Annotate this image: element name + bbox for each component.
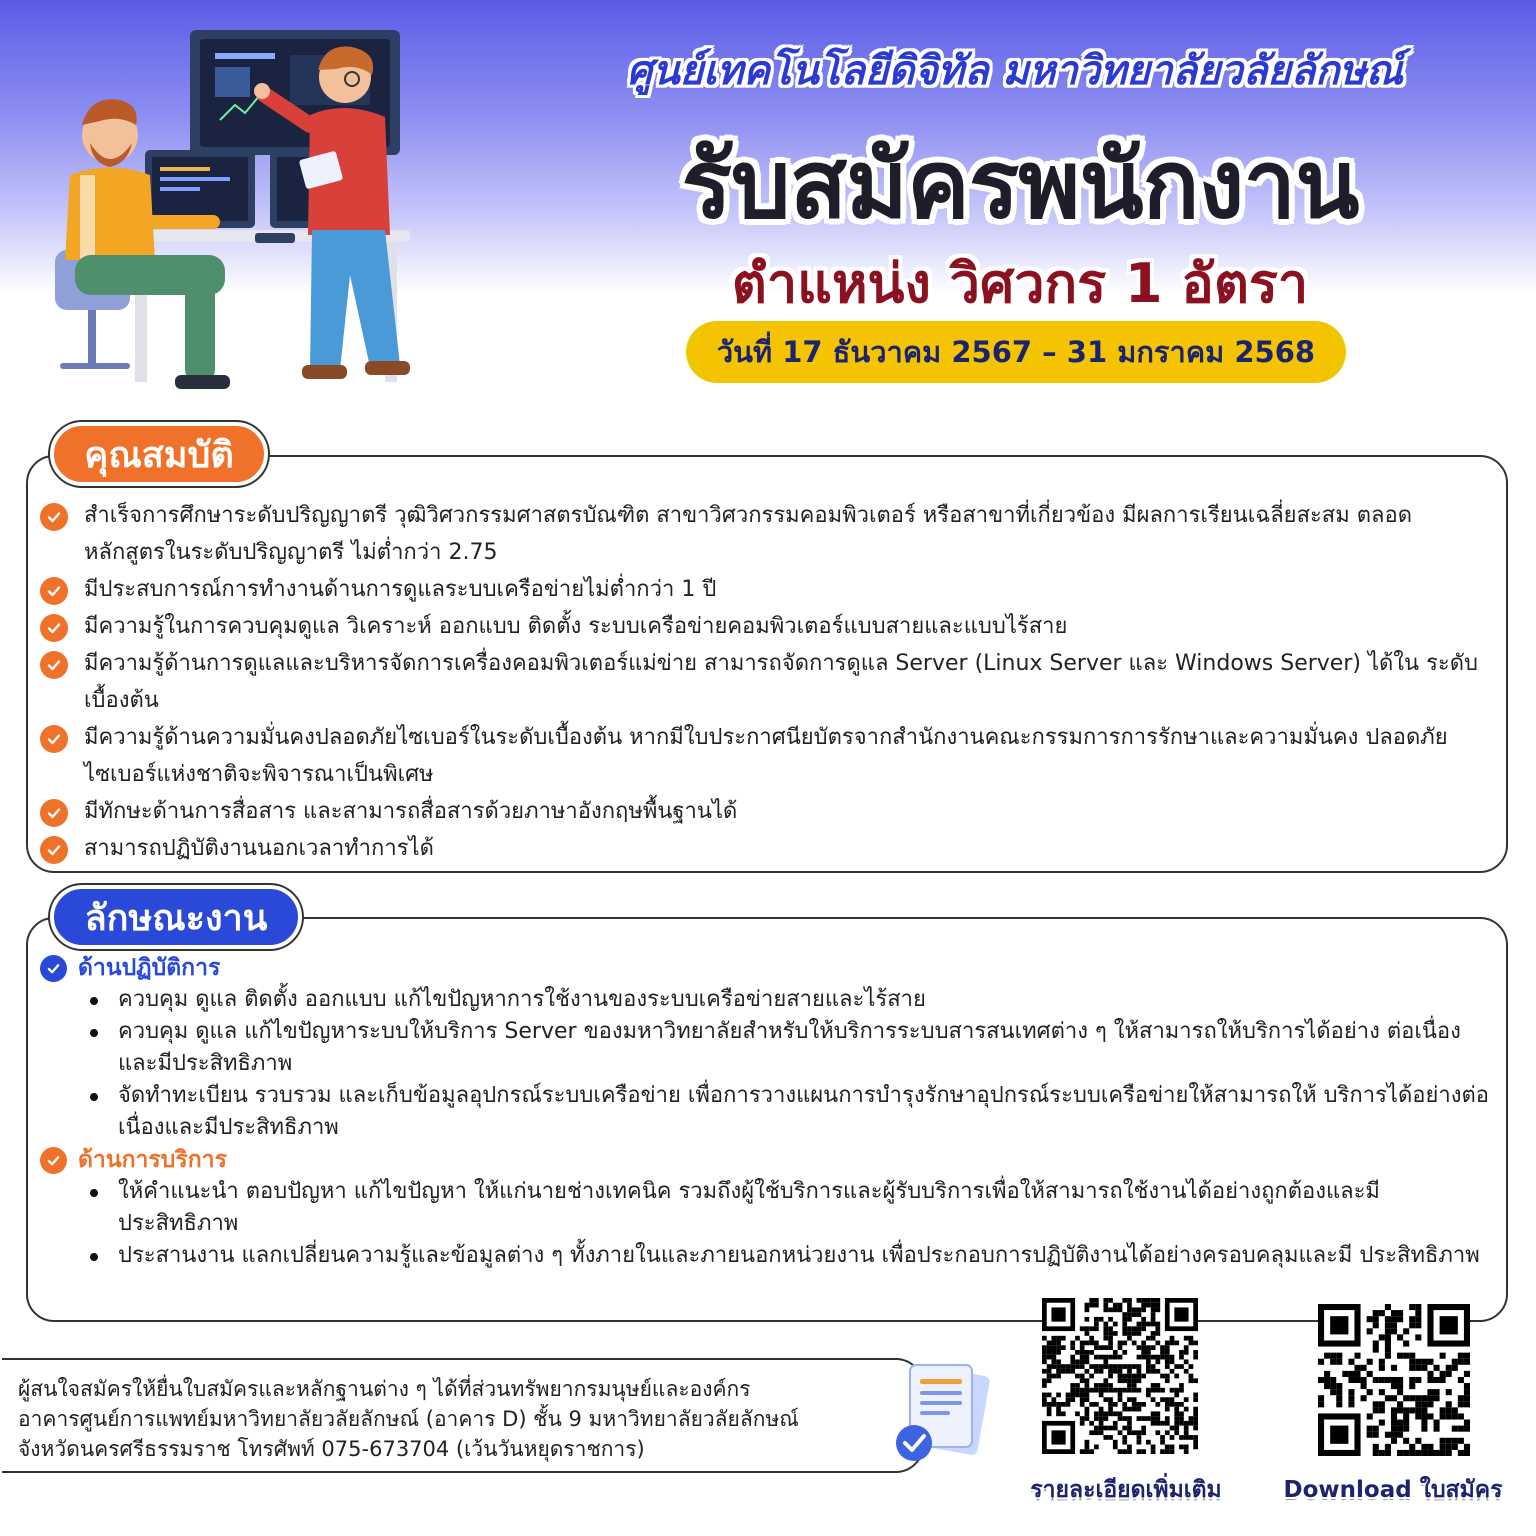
date-range-badge — [686, 321, 1346, 383]
qualification-text: มีประสบการณ์การทำงานด้านการดูแลระบบเครือข่ายไม่ต่ำกว่า 1 ปี — [84, 577, 717, 602]
qualification-text: มีความรู้ด้านความมั่นคงปลอดภัยไซเบอร์ในระดับเบื้องต้น หากมีใบประกาศนียบัตรจากสำนักงานคณะกรรมการการรักษาและความมั่นคง ปลอดภัยไซเบอร์แห่งชาติจะพิจารณาเป็นพิเศษ — [84, 725, 1448, 787]
qualifications-list — [40, 497, 1490, 867]
qualification-text: มีทักษะด้านการสื่อสาร และสามารถสื่อสารด้วยภาษาอังกฤษพื้นฐานได้ — [84, 799, 738, 824]
check-circle-icon — [40, 1147, 67, 1174]
operations-list — [90, 984, 1490, 1144]
operations-heading — [40, 952, 1490, 984]
service-heading — [40, 1144, 1490, 1176]
workstation-illustration — [40, 25, 510, 400]
position-title: ตำแหน่ง วิศวกร 1 อัตรา — [731, 252, 1309, 315]
job-description-heading: ลักษณะงาน — [50, 885, 302, 949]
qualification-text: สำเร็จการศึกษาระดับปริญญาตรี วุฒิวิศวกรรมศาสตรบัณฑิต สาขาวิศวกรรมคอมพิวเตอร์ หรือสาขาที่เกี่ยวข้อง มีผลการเรียนเฉลี่ยสะสม ตลอดหลักสูตรในระดับปริญญาตรี ไม่ต่ำกว่า 2.75 — [84, 503, 1413, 565]
operations-title: ด้านปฏิบัติการ — [78, 955, 221, 981]
org-name: ศูนย์เทคโนโลยีดิจิทัล มหาวิทยาลัยวลัยลักษณ์ — [627, 48, 1403, 94]
list-item: ประสานงาน แลกเปลี่ยนความรู้และข้อมูลต่าง ๆ ทั้งภายในและภายนอกหน่วยงาน เพื่อประกอบการปฏิบัติงานได้อย่างครอบคลุมและมี ประสิทธิภาพ — [90, 1240, 1490, 1272]
list-item: ควบคุม ดูแล ติดตั้ง ออกแบบ แก้ไขปัญหาการใช้งานของระบบเครือข่ายสายและไร้สาย — [90, 984, 1490, 1016]
job-description-content — [40, 952, 1490, 1272]
check-circle-icon — [40, 503, 68, 531]
list-item — [40, 608, 1490, 645]
qualifications-heading: คุณสมบัติ — [50, 422, 268, 486]
check-circle-icon — [40, 799, 68, 827]
qr-details-label[interactable]: รายละเอียดเพิ่มเติม — [1030, 1477, 1222, 1503]
service-title: ด้านการบริการ — [78, 1147, 227, 1173]
check-circle-icon — [40, 725, 68, 753]
list-item — [40, 571, 1490, 608]
document-check-icon — [884, 1357, 1004, 1467]
contact-line: ผู้สนใจสมัครให้ยื่นใบสมัครและหลักฐานต่าง ๆ ได้ที่ส่วนทรัพยากรมนุษย์และองค์กร — [18, 1377, 751, 1401]
list-item: จัดทำทะเบียน รวบรวม และเก็บข้อมูลอุปกรณ์ระบบเครือข่าย เพื่อการวางแผนการบำรุงรักษาอุปกรณ์ระบบเครือข่ายให้สามารถให้ บริการได้อย่างต่อเนื่องและมีประสิทธิภาพ — [90, 1080, 1490, 1144]
check-circle-icon — [40, 614, 68, 642]
list-item — [40, 793, 1490, 830]
check-circle-icon — [40, 836, 68, 864]
contact-line: อาคารศูนย์การแพทย์มหาวิทยาลัยวลัยลักษณ์ (อาคาร D) ชั้น 9 มหาวิทยาลัยวลัยลักษณ์ — [18, 1407, 799, 1431]
qualification-text: มีความรู้ในการควบคุมดูแล วิเคราะห์ ออกแบบ ติดตั้ง ระบบเครือข่ายคอมพิวเตอร์แบบสายและแบบไร้สาย — [84, 614, 1068, 639]
list-item: ให้คำแนะนำ ตอบปัญหา แก้ไขปัญหา ให้แก่นายช่างเทคนิค รวมถึงผู้ใช้บริการและผู้รับบริการเพื่อให้สามารถใช้งานได้อย่างถูกต้องและมี ประสิทธิภาพ — [90, 1176, 1490, 1240]
service-list — [90, 1176, 1490, 1272]
check-circle-icon — [40, 955, 67, 982]
list-item — [40, 497, 1490, 571]
check-circle-icon — [40, 577, 68, 605]
list-item — [40, 830, 1490, 867]
contact-line: จังหวัดนครศรีธรรมราช โทรศัพท์ 075-673704 (เว้นวันหยุดราชการ) — [18, 1437, 645, 1461]
list-item: ควบคุม ดูแล แก้ไขปัญหาระบบให้บริการ Server ของมหาวิทยาลัยสำหรับให้บริการระบบสารสนเทศต่าง ๆ ให้สามารถให้บริการได้อย่าง ต่อเนื่องและมีประสิทธิภาพ — [90, 1016, 1490, 1080]
date-range-text: วันที่ 17 ธันวาคม 2567 – 31 มกราคม 2568 — [716, 335, 1316, 369]
qr-code-details[interactable] — [1042, 1298, 1198, 1454]
qr-code-download[interactable] — [1318, 1304, 1470, 1456]
list-item — [40, 719, 1490, 793]
qualification-text: มีความรู้ด้านการดูแลและบริหารจัดการเครื่องคอมพิวเตอร์แม่ข่าย สามารถจัดการดูแล Server (Linux Server และ Windows Server) ได้ใน ระดับเบื้องต้น — [84, 651, 1478, 713]
contact-info-box — [2, 1358, 924, 1473]
page-title: รับสมัครพนักงาน — [681, 131, 1359, 240]
check-circle-icon — [40, 651, 68, 679]
list-item — [40, 645, 1490, 719]
qualification-text: สามารถปฏิบัติงานนอกเวลาทำการได้ — [84, 836, 434, 861]
qr-download-label[interactable]: Download ใบสมัคร — [1283, 1477, 1503, 1503]
